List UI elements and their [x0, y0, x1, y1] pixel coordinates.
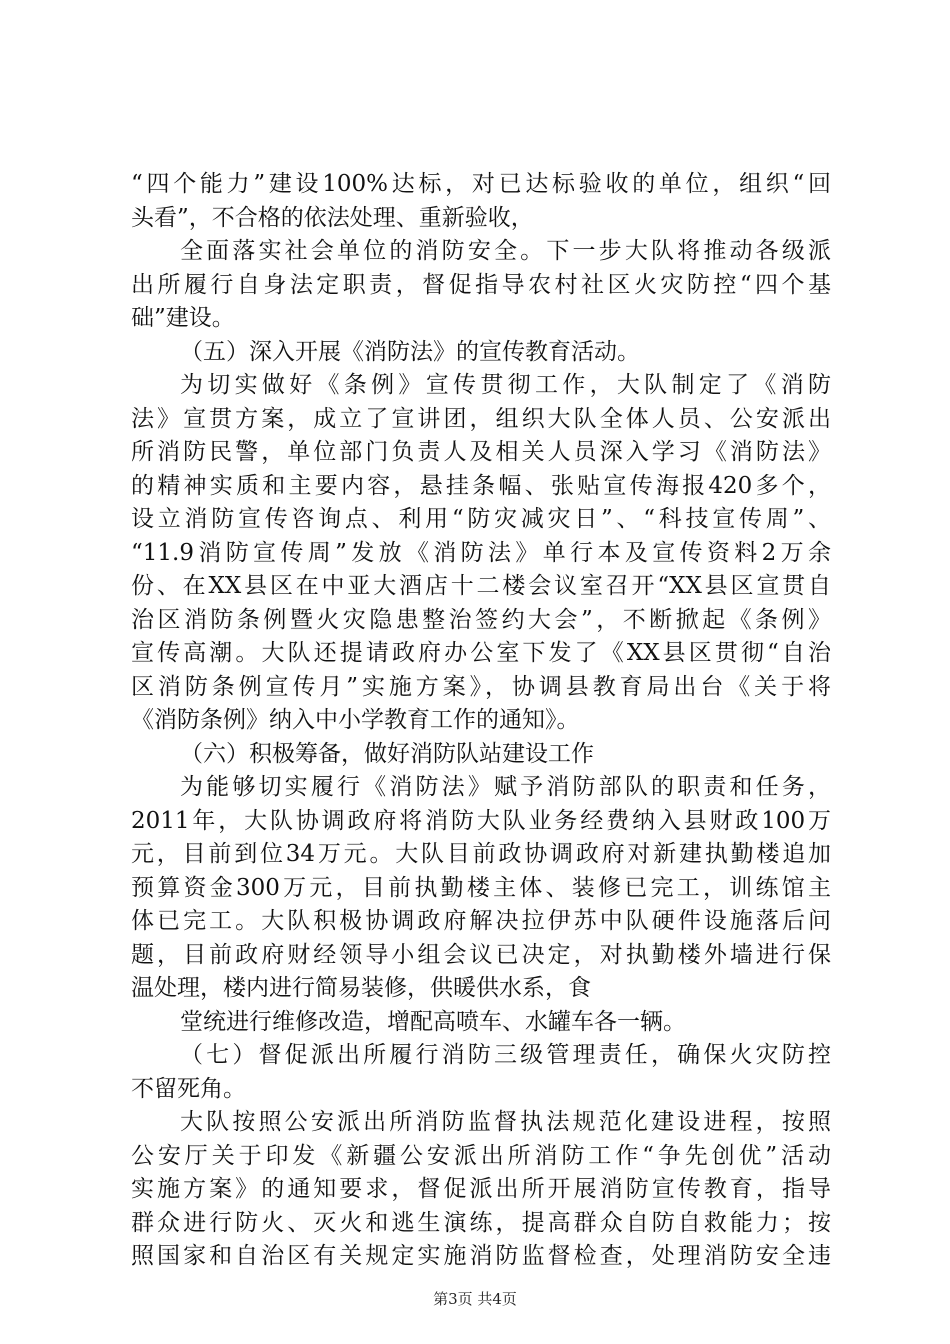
section-heading-7: （七）督促派出所履行消防三级管理责任，确保火灾防控	[180, 1042, 831, 1068]
text-line: 宣传高潮。大队还提请政府办公室下发了《XX县区贯彻“自治	[131, 640, 831, 666]
text-line: 法》宣贯方案，成立了宣讲团，组织大队全体人员、公安派出	[131, 405, 831, 432]
paragraph-start-line: 为切实做好《条例》宣传贯彻工作，大队制定了《消防	[180, 372, 831, 398]
paragraph-start-line: 堂统进行维修改造，增配高喷车、水罐车各一辆。	[180, 1008, 686, 1035]
text-line: 份、在XX县区在中亚大酒店十二楼会议室召开“XX县区宣贯自	[131, 573, 831, 599]
text-line: 温处理，楼内进行简易装修，供暖供水系，食	[131, 975, 591, 1001]
paragraph-start-line: 为能够切实履行《消防法》赋予消防部队的职责和任务，	[180, 774, 831, 800]
text-line: 群众进行防火、灭火和逃生演练，提高群众自防自救能力；按	[131, 1209, 831, 1236]
text-line: 《消防条例》纳入中小学教育工作的通知》。	[131, 707, 580, 733]
text-line: 区消防条例宣传月”实施方案》，协调县教育局出台《关于将	[131, 673, 831, 700]
text-line: 的精神实质和主要内容，悬挂条幅、张贴宣传海报420多个，	[131, 472, 831, 499]
text-line: 照国家和自治区有关规定实施消防监督检查，处理消防安全违	[131, 1243, 831, 1269]
text-line: “四个能力”建设100%达标，对已达标验收的单位，组织“回	[131, 171, 831, 197]
page-number-footer: 第3页 共4页	[433, 1290, 517, 1308]
text-line: 体已完工。大队积极协调政府解决拉伊苏中队硬件设施落后问	[131, 908, 831, 934]
text-line: 所消防民警，单位部门负责人及相关人员深入学习《消防法》	[131, 439, 831, 465]
paragraph-start-line: 全面落实社会单位的消防安全。下一步大队将推动各级派	[180, 238, 831, 264]
text-line: 治区消防条例暨火灾隐患整治签约大会”，不断掀起《条例》	[131, 606, 831, 633]
paragraph-start-line: 大队按照公安派出所消防监督执法规范化建设进程，按照	[180, 1109, 831, 1135]
section-heading-6: （六）积极筹备，做好消防队站建设工作	[180, 740, 594, 767]
section-heading-5: （五）深入开展《消防法》的宣传教育活动。	[180, 338, 640, 365]
text-line: 题，目前政府财经领导小组会议已决定，对执勤楼外墙进行保	[131, 941, 831, 968]
text-line: 实施方案》的通知要求，督促派出所开展消防宣传教育，指导	[131, 1176, 831, 1202]
text-line: 预算资金300万元，目前执勤楼主体、装修已完工，训练馆主	[131, 874, 831, 901]
text-line: 不留死角。	[131, 1075, 246, 1102]
text-line: 出所履行自身法定职责，督促指导农村社区火灾防控“四个基	[131, 271, 831, 298]
text-line: “11.9消防宣传周”发放《消防法》单行本及宣传资料2万余	[131, 539, 831, 566]
text-line: 头看”，不合格的依法处理、重新验收，	[131, 204, 534, 231]
text-line: 2011年，大队协调政府将消防大队业务经费纳入县财政100万	[131, 807, 831, 834]
text-line: 元，目前到位34万元。大队目前政协调政府对新建执勤楼追加	[131, 841, 831, 867]
text-line: 公安厅关于印发《新疆公安派出所消防工作“争先创优”活动	[131, 1142, 831, 1169]
text-line: 设立消防宣传咨询点、利用“防灾减灾日”、“科技宣传周”、	[131, 506, 831, 532]
text-line: 础”建设。	[131, 305, 235, 331]
document-body	[131, 168, 831, 1274]
